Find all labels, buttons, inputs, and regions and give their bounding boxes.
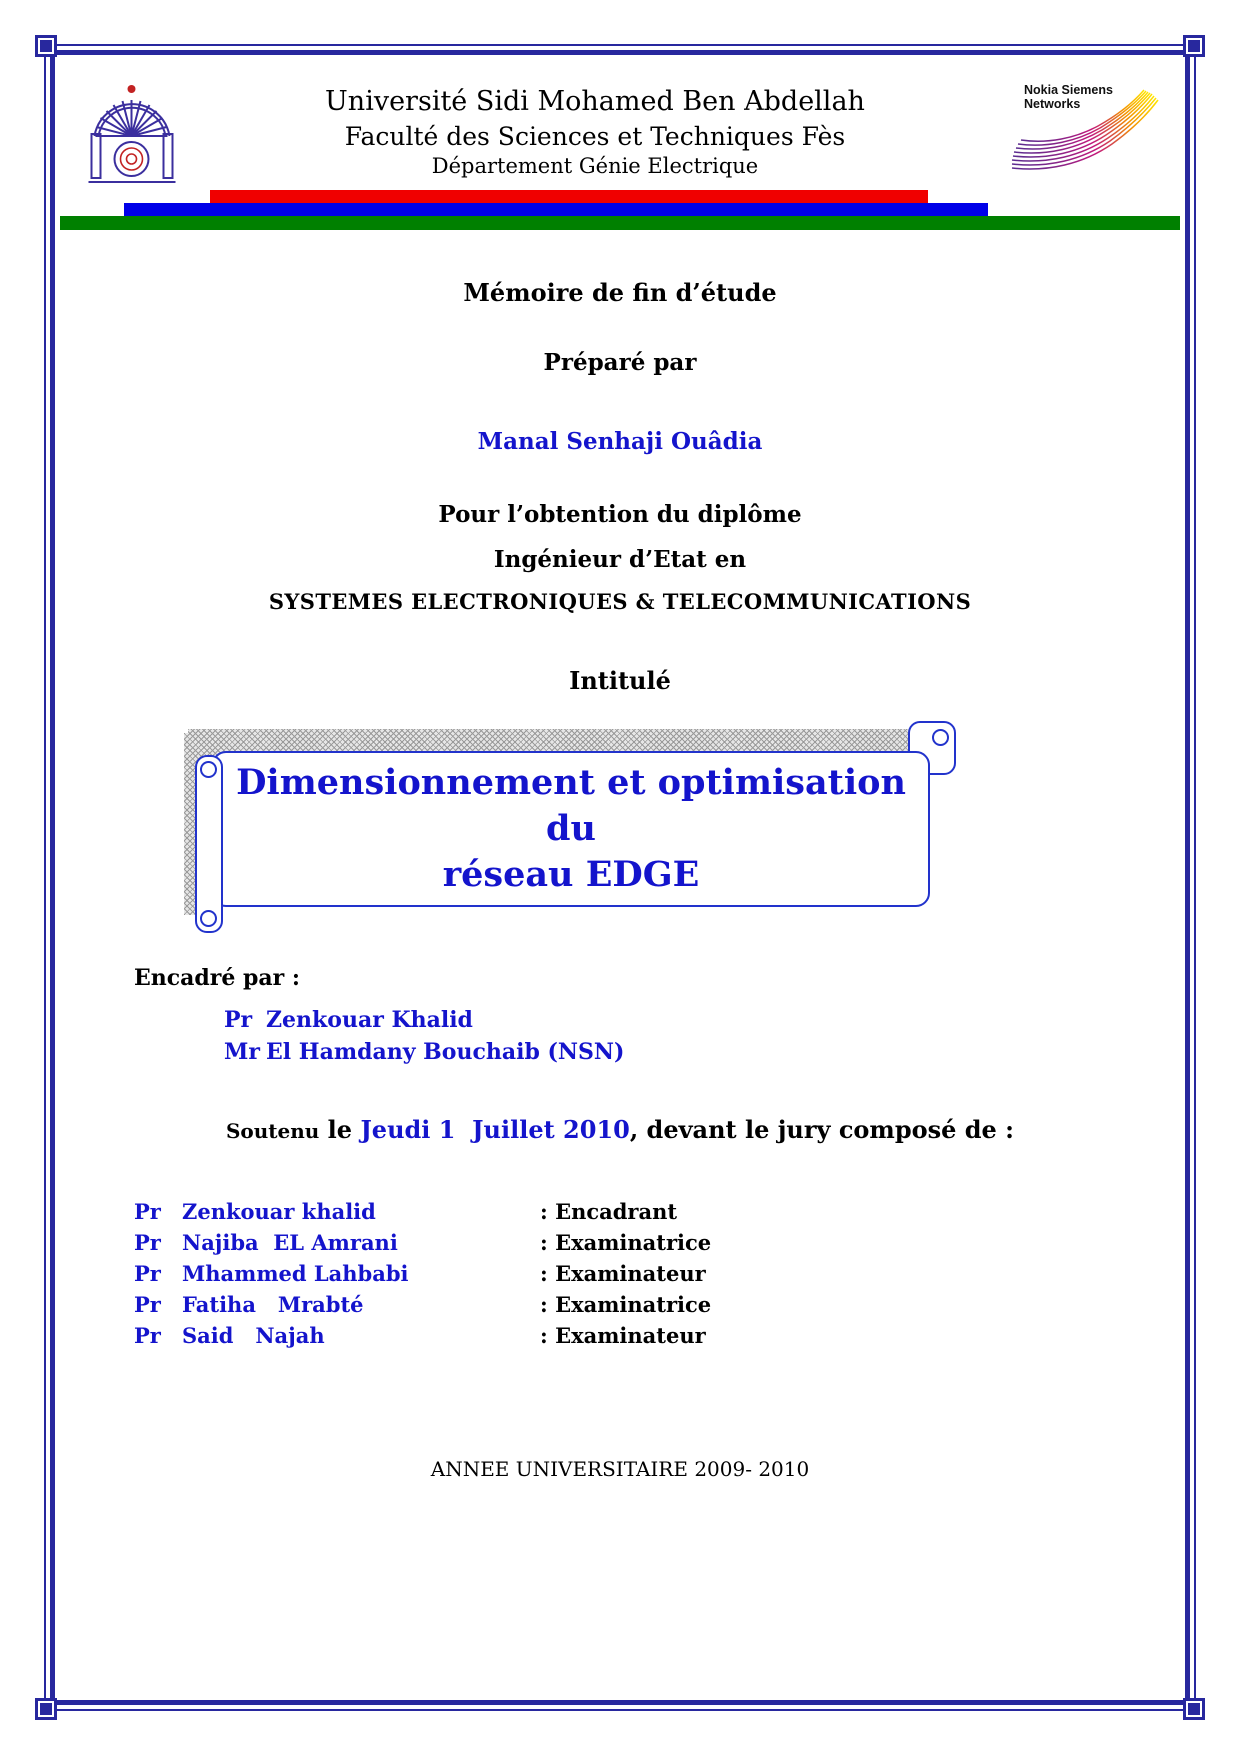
diploma-label: Pour l’obtention du diplôme	[438, 501, 802, 528]
university-logo	[82, 74, 182, 196]
academic-year-footer: ANNEE UNIVERSITAIRE 2009- 2010	[430, 1457, 810, 1481]
scroll-roll-left-spiral-top	[200, 761, 217, 778]
jury-member-fullname: Najiba EL Amrani	[182, 1229, 398, 1255]
jury-member-name	[134, 1196, 540, 1227]
jury-member-role: : Examinateur	[540, 1322, 706, 1348]
jury-row	[134, 1289, 1180, 1320]
cover-page	[60, 60, 1180, 1695]
department-name: Département Génie Electrique	[431, 153, 759, 178]
defense-date: Jeudi 1 Juillet 2010	[360, 1114, 630, 1144]
scroll-curl-right-spiral	[932, 729, 949, 746]
jury-member-prefix: Pr	[134, 1229, 161, 1255]
supervisor-prefix: Mr	[224, 1038, 260, 1065]
header	[60, 60, 1180, 182]
jury-row	[134, 1320, 1180, 1351]
svg-text:Networks: Networks	[1024, 97, 1081, 111]
green-bar	[60, 216, 1180, 230]
title-scroll-banner	[184, 723, 956, 935]
corner-ornament-bottom-right	[1183, 1698, 1205, 1720]
jury-row	[134, 1227, 1180, 1258]
red-bar	[210, 190, 928, 203]
degree-label: Ingénieur d’Etat en	[493, 546, 747, 573]
intitule-label: Intitulé	[569, 666, 671, 695]
jury-list	[134, 1196, 1180, 1351]
jury-member-prefix: Pr	[134, 1322, 161, 1348]
jury-member-name	[134, 1258, 540, 1289]
supervisor-item	[224, 1037, 1180, 1069]
supervisor-item	[224, 1005, 1180, 1037]
defense-word-soutenu: Soutenu	[225, 1118, 320, 1143]
decorative-bars	[60, 190, 1180, 230]
nokia-siemens-networks-logo	[1008, 74, 1160, 180]
corner-ornament-top-left	[35, 35, 57, 57]
supervisors-label: Encadré par :	[134, 965, 301, 991]
supervisor-name: El Hamdany Bouchaib (NSN)	[266, 1038, 625, 1065]
jury-member-prefix: Pr	[134, 1291, 161, 1317]
jury-member-role: : Examinatrice	[540, 1291, 712, 1317]
supervisor-prefix: Pr	[224, 1007, 253, 1033]
jury-member-name	[134, 1320, 540, 1351]
supervision-block	[134, 965, 1180, 1069]
author-name: Manal Senhaji Ouâdia	[477, 428, 763, 455]
jury-member-prefix: Pr	[134, 1198, 161, 1224]
scroll-roll-left	[195, 755, 223, 933]
thesis-title-panel	[212, 751, 930, 907]
thesis-title-line2: réseau EDGE	[442, 854, 700, 896]
supervisors-list	[224, 1005, 1180, 1069]
jury-member-name	[134, 1227, 540, 1258]
jury-row	[134, 1196, 1180, 1227]
jury-member-role: : Examinatrice	[540, 1229, 712, 1255]
jury-member-fullname: Zenkouar khalid	[182, 1198, 376, 1224]
svg-text:Nokia Siemens: Nokia Siemens	[1024, 83, 1113, 97]
university-name: Université Sidi Mohamed Ben Abdellah	[325, 86, 865, 117]
prepared-by-label: Préparé par	[543, 349, 697, 376]
jury-member-fullname: Fatiha Mrabté	[182, 1291, 364, 1317]
blue-bar	[124, 203, 988, 216]
jury-row	[134, 1258, 1180, 1289]
speciality-label: SYSTEMES ELECTRONIQUES & TELECOMMUNICATIONS	[268, 589, 972, 614]
supervisor-name: Zenkouar Khalid	[266, 1007, 473, 1033]
faculty-name: Faculté des Sciences et Techniques Fès	[344, 121, 846, 151]
intro-block	[60, 278, 1180, 695]
jury-member-name	[134, 1289, 540, 1320]
corner-ornament-bottom-left	[35, 1698, 57, 1720]
jury-member-fullname: Said Najah	[182, 1322, 325, 1348]
scroll-roll-left-spiral-bottom	[200, 910, 217, 927]
defense-suffix: , devant le jury composé de :	[629, 1114, 1015, 1144]
jury-member-role: : Encadrant	[540, 1198, 678, 1224]
jury-member-fullname: Mhammed Lahbabi	[182, 1260, 409, 1286]
defense-word-le: le	[319, 1114, 361, 1144]
memoire-label: Mémoire de fin d’étude	[463, 278, 777, 307]
corner-ornament-top-right	[1183, 35, 1205, 57]
defense-line	[60, 1115, 1180, 1144]
jury-member-prefix: Pr	[134, 1260, 161, 1286]
thesis-title-line1: Dimensionnement et optimisation du	[236, 761, 906, 849]
institution-block	[182, 74, 1008, 180]
jury-member-role: : Examinateur	[540, 1260, 706, 1286]
